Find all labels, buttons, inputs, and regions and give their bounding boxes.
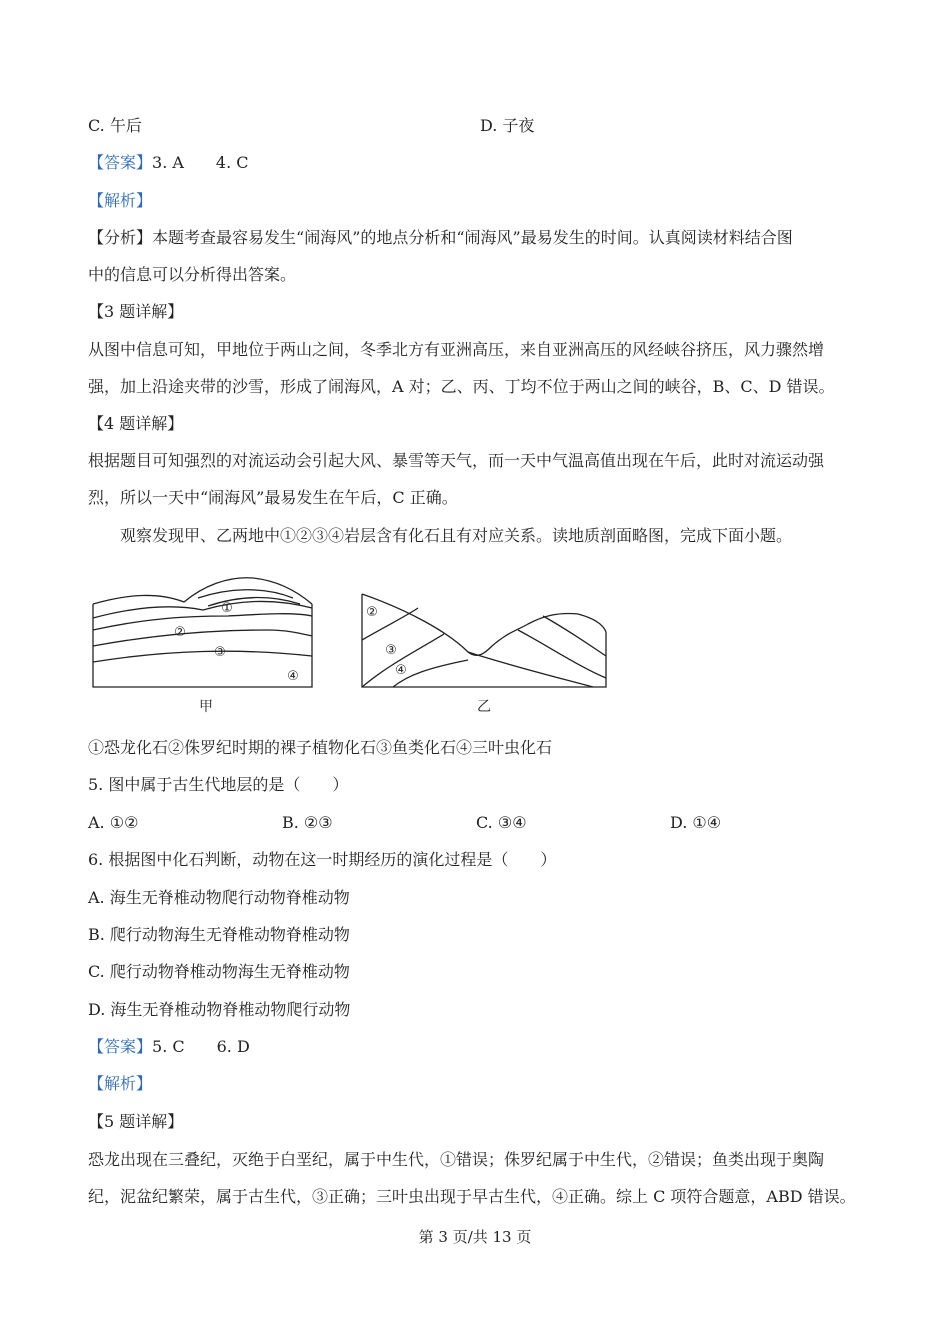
- page-footer: 第 3 页/共 13 页: [418, 1228, 532, 1246]
- q6-stem: 6. 根据图中化石判断，动物在这一时期经历的演化过程是（ ）: [88, 850, 557, 869]
- answer-text: 5. C 6. D: [152, 1037, 250, 1056]
- q5-detail-line-2: 纪，泥盆纪繁荣，属于古生代，③正确；三叶虫出现于早古生代，④正确。综上 C 项符合题意，ABD 错误。: [88, 1187, 856, 1206]
- jia-layer-3-label: ③: [214, 645, 226, 660]
- fenxi-text: 本题考查最容易发生“闹海风”的地点分析和“闹海风”最易发生的时间。认真阅读材料结合图: [152, 228, 793, 247]
- q5-option-b: B. ②③: [282, 813, 333, 832]
- q4-detail-tag: 【4 题详解】: [88, 414, 184, 433]
- yi-layer-2-label: ②: [366, 605, 378, 620]
- option-d: D. 子夜: [480, 116, 535, 135]
- jia-layer-line: [93, 601, 312, 618]
- q5-detail-tag: 【5 题详解】: [88, 1112, 184, 1131]
- jia-layer-4-label: ④: [287, 669, 299, 684]
- jia-layer-line: [93, 651, 312, 662]
- figure-label-jia: 甲: [199, 699, 213, 715]
- yi-layer-line: [468, 652, 593, 687]
- q4-detail-line-1: 根据题目可知强烈的对流运动会引起大风、暴雪等天气，而一天中气温高值出现在午后，此时对流运动强: [88, 451, 825, 470]
- yi-layer-line: [362, 634, 444, 687]
- jia-layer-1-label: ①: [221, 601, 233, 616]
- fossil-legend: ①恐龙化石②侏罗纪时期的裸子植物化石③鱼类化石④三叶虫化石: [88, 738, 553, 757]
- profile-diagram: [88, 570, 628, 720]
- q6-option-d: D. 海生无脊椎动物脊椎动物爬行动物: [88, 1000, 351, 1019]
- profile-jia: [93, 578, 312, 687]
- q5-option-c: C. ③④: [476, 813, 527, 832]
- q3-detail-tag: 【3 题详解】: [88, 302, 184, 321]
- yi-layer-3-label: ③: [385, 643, 397, 658]
- q6-option-c: C. 爬行动物脊椎动物海生无脊椎动物: [88, 962, 350, 981]
- fenxi-line-1: [88, 228, 793, 248]
- option-c: C. 午后: [88, 116, 142, 135]
- fenxi-line-2: 中的信息可以分析得出答案。: [88, 265, 297, 284]
- q6-option-b: B. 爬行动物海生无脊椎动物脊椎动物: [88, 925, 350, 944]
- q3-detail-line-1: 从图中信息可知，甲地位于两山之间，冬季北方有亚洲高压，来自亚洲高压的风经峡谷挤压，风力骤然增: [88, 340, 825, 359]
- answer-tag: 【答案】: [88, 153, 153, 172]
- q5-option-d: D. ①④: [670, 813, 722, 832]
- q5-detail-line-1: 恐龙出现在三叠纪，灭绝于白垩纪，属于中生代，①错误；侏罗纪属于中生代，②错误；鱼类出现于奥陶: [88, 1150, 825, 1169]
- jia-hill: [93, 578, 312, 604]
- answer-text: 3. A 4. C: [152, 153, 249, 172]
- fenxi-tag: 【分析】: [88, 228, 153, 247]
- analysis-tag: 【解析】: [88, 191, 153, 210]
- q5-stem: 5. 图中属于古生代地层的是（ ）: [88, 775, 349, 794]
- answer-line-2: [88, 1037, 250, 1057]
- q6-option-a: A. 海生无脊椎动物爬行动物脊椎动物: [88, 888, 350, 907]
- yi-layer-4-label: ④: [395, 663, 407, 678]
- q5-option-a: A. ①②: [88, 813, 139, 832]
- jia-layer-line: [198, 590, 293, 598]
- answer-line-1: [88, 153, 249, 173]
- figure-label-yi: 乙: [477, 699, 491, 715]
- yi-surface: [362, 594, 606, 655]
- yi-labels: [366, 605, 407, 678]
- answer-tag: 【答案】: [88, 1037, 153, 1056]
- jia-layer-line: [93, 614, 312, 630]
- jia-layer-2-label: ②: [174, 625, 186, 640]
- intro-text: 观察发现甲、乙两地中①②③④岩层含有化石且有对应关系。读地质剖面略图，完成下面小题。: [120, 526, 793, 545]
- geologic-profile-figure: [88, 570, 628, 724]
- jia-layer-line: [93, 630, 312, 646]
- analysis-tag: 【解析】: [88, 1074, 153, 1093]
- q3-detail-line-2: 强，加上沿途夹带的沙雪，形成了闹海风，A 对；乙、丙、丁均不位于两山之间的峡谷，B、C、D 错误。: [88, 377, 835, 396]
- q4-detail-line-2: 烈，所以一天中“闹海风”最易发生在午后，C 正确。: [88, 488, 458, 507]
